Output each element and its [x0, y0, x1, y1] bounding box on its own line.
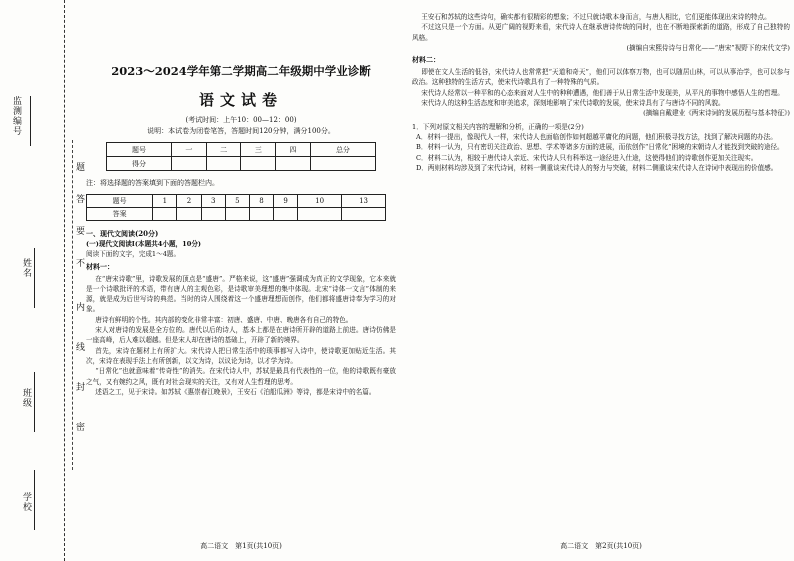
answer-cell[interactable]: [153, 208, 177, 221]
paragraph: 宋人对唐诗的发展是全方位的。唐代以后的诗人，基本上都是在唐诗所开辟的道路上前进。唐诗仿佛是一座高峰，后人难以超越。但是宋人却在唐诗的基础上，开辟了新的境界。: [86, 326, 396, 345]
page-1: [86, 0, 396, 561]
paragraph: 述语之工，见于宋诗。如苏轼《惠崇春江晚景》，王安石《泊船瓜洲》等诗，都是宋诗中的名篇。: [95, 387, 376, 396]
section-heading: 一、现代文阅读(20分): [86, 229, 159, 238]
answer-cell[interactable]: [298, 208, 342, 221]
binding-strip: [0, 0, 65, 561]
seal-char: 答: [76, 195, 86, 205]
score-header: 一: [172, 143, 207, 157]
option-b[interactable]: B．材料一认为，只有密切关注政治、思想、学术等诸多方面的进展，而依创作“日常化”困境的宋朝诗人才能找到突破的途径。: [416, 143, 784, 152]
exam-number-line: [30, 96, 31, 146]
score-cell[interactable]: [172, 157, 207, 171]
answer-num: 8: [249, 195, 273, 208]
paragraph: “日常化”也就意味着“传奇性”的消失。在宋代诗人中，苏轼是最具有代表性的一位，他的诗歌既有豪放之气，又有婉约之风，既有对社会现实的关注，又有对人生哲理的思考。: [86, 367, 396, 386]
exam-number-label: 监测编号: [11, 96, 21, 136]
class-label: 班级: [21, 388, 31, 408]
score-header: 三: [241, 143, 276, 157]
page-footer: 高二语文 第1页(共10页): [200, 542, 282, 550]
answer-num: 1: [153, 195, 177, 208]
source-citation: (摘编自宋熙侍诗与日常化——“唐宋”视野下的宋代文学): [626, 43, 790, 52]
paragraph: 不过这只是一个方面。从更广阔的视野来看，宋代诗人在继承唐诗传统的同时，也在不断地探索新的道路，形成了自己独特的风格。: [412, 23, 790, 42]
score-cell[interactable]: [310, 157, 375, 171]
exam-title: 2023～2024学年第二学期高二年级期中学业诊断: [111, 64, 371, 78]
material-heading: 材料二：: [412, 55, 440, 65]
seal-line: [72, 140, 73, 470]
score-header: 总分: [310, 143, 375, 157]
answer-cell[interactable]: [249, 208, 273, 221]
answer-num: 13: [342, 195, 386, 208]
seal-char: 要: [76, 227, 86, 237]
score-table: [106, 142, 376, 171]
answer-cell[interactable]: [342, 208, 386, 221]
answer-num: 9: [274, 195, 298, 208]
source-citation: (摘编自戴建业《两宋诗词的发展历程与基本特征》): [643, 109, 790, 118]
exam-note: 说明：本试卷为闭卷笔答，答题时间120分钟，满分100分。: [147, 127, 335, 135]
score-header: 二: [206, 143, 241, 157]
score-header: 题号: [107, 143, 172, 157]
option-a[interactable]: A．材料一提出，像现代人一样，宋代诗人也面临创作如何超越平庸化的问题，他们积极寻找方法，找到了解决问题的办法。: [416, 132, 777, 141]
score-row-label: 得分: [107, 157, 172, 171]
exam-time: (考试时间：上午10：00—12：00): [185, 116, 297, 124]
instructions: 阅读下面的文字，完成1～4题。: [86, 250, 181, 259]
score-cell[interactable]: [206, 157, 241, 171]
answer-cell[interactable]: [225, 208, 249, 221]
question-1: 1．下列对原文相关内容的理解和分析，正确的一项是(2分): [412, 122, 584, 131]
answer-row-label: 答案: [87, 208, 153, 221]
answer-num: 3: [201, 195, 225, 208]
school-label: 学校: [21, 492, 31, 512]
material-heading: 材料一：: [86, 261, 114, 271]
paragraph: 王安石和苏轼的这些诗句，确实都有很精彩的想象；不过只就诗歌本身而言，与唐人相比，它们更能体现出宋诗的特点。: [421, 13, 771, 21]
school-line: [34, 470, 35, 530]
seal-char: 密: [76, 423, 86, 433]
name-label: 姓名: [21, 258, 31, 278]
name-line: [34, 248, 35, 308]
seal-char: 线: [76, 343, 86, 353]
score-cell[interactable]: [241, 157, 276, 171]
seal-char: 封: [76, 383, 86, 393]
option-c[interactable]: C．材料二认为，相较于唐代诗人亲近、宋代诗人只有科举这一途径进入仕途，这使得他们的诗歌创作更加关注现实。: [416, 153, 758, 162]
answer-cell[interactable]: [274, 208, 298, 221]
subsection-heading: (一)现代文阅读Ⅰ(本题共4小题，10分): [86, 240, 202, 248]
option-d[interactable]: D．两则材料均涉及到了宋代诗词，材料一侧重谈宋代诗人的努力与突破，材料二侧重谈宋代诗人在诗词中表现出的价值感。: [416, 163, 778, 172]
paragraph: 宋代诗人经常以一种平和的心态来面对人生中的种种遭遇，他们善于从日常生活中发现美，从平凡的事物中感悟人生的哲理。: [421, 88, 784, 97]
answer-table: [86, 194, 386, 221]
paragraph: 即使在文人生活的低谷，宋代诗人也常常把“天道和奇天”，他们可以体察万物，也可以随居山林，可以从事治学，也可以参与政治。这种独特的生活方式，使宋代诗歌具有了一种特殊的气质。: [412, 68, 790, 87]
answer-num: 5: [225, 195, 249, 208]
seal-char: 内: [76, 303, 86, 313]
answer-header: 题号: [87, 195, 153, 208]
seal-char: 不: [76, 259, 86, 269]
answer-num: 2: [177, 195, 201, 208]
subject-title: 语文试卷: [198, 91, 283, 109]
answer-cell[interactable]: [201, 208, 225, 221]
score-header: 四: [276, 143, 311, 157]
page-2: [412, 0, 790, 561]
answer-num: 10: [298, 195, 342, 208]
score-cell[interactable]: [276, 157, 311, 171]
class-line: [34, 372, 35, 432]
answer-note: 注：将选择题的答案填到下面的答题栏内。: [86, 179, 219, 187]
paragraph: 唐诗有鲜明的个性。其内部的变化非常丰富：初唐、盛唐、中唐、晚唐各有自己的特色。: [95, 315, 353, 324]
paragraph: 首先，宋诗在题材上有所扩大。宋代诗人把日常生活中的琐事都写入诗中，使诗歌更加贴近生活。其次，宋诗在表现手法上有所创新，以文为诗，以议论为诗，以才学为诗。: [86, 346, 396, 365]
page-footer: 高二语文 第2页(共10页): [560, 542, 642, 550]
answer-cell[interactable]: [177, 208, 201, 221]
paragraph: 宋代诗人的这种生活态度和审美追求，深刻地影响了宋代诗歌的发展，使宋诗具有了与唐诗不同的风貌。: [421, 99, 725, 108]
seal-char: 题: [76, 163, 86, 173]
paragraph: 在“唐宋诗歌”里，诗歌发展的顶点是“盛唐”。严格来说，这“盛唐”强调成为真正的文学现象，它本来就是一个诗歌批评的术语，带有唐人的主观色彩，是诗歌审美理想的集中体现。北宋“诗体一文言”体制的来源，就是成为后世写诗的典范。当时的诗人围绕着这一个盛唐理想而创作，他们都将盛唐诗奉为学习的对象。: [86, 274, 396, 314]
